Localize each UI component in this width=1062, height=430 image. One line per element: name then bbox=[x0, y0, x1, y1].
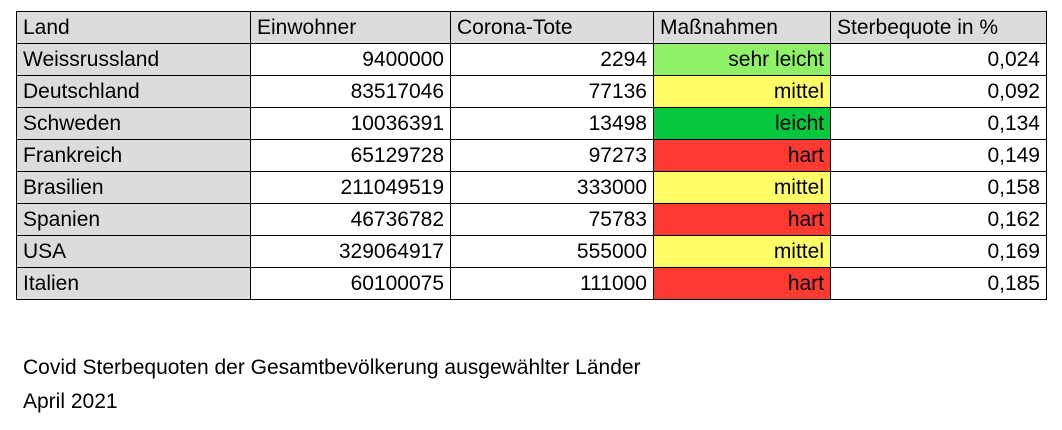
cell-land: Weissrussland bbox=[17, 44, 251, 76]
cell-einwohner: 9400000 bbox=[251, 44, 451, 76]
cell-einwohner: 83517046 bbox=[251, 76, 451, 108]
cell-einwohner: 211049519 bbox=[251, 172, 451, 204]
cell-sterbequote: 0,185 bbox=[831, 268, 1047, 300]
cell-sterbequote: 0,169 bbox=[831, 236, 1047, 268]
column-header-massnahmen: Maßnahmen bbox=[654, 12, 831, 44]
cell-sterbequote: 0,162 bbox=[831, 204, 1047, 236]
cell-corona-tote: 333000 bbox=[451, 172, 654, 204]
cell-massnahmen: hart bbox=[654, 140, 831, 172]
cell-corona-tote: 13498 bbox=[451, 108, 654, 140]
table-row bbox=[17, 108, 1047, 140]
column-header-sterbequote: Sterbequote in % bbox=[831, 12, 1047, 44]
cell-einwohner: 10036391 bbox=[251, 108, 451, 140]
table-row bbox=[17, 76, 1047, 108]
cell-land: Frankreich bbox=[17, 140, 251, 172]
table-row bbox=[17, 140, 1047, 172]
table-row bbox=[17, 172, 1047, 204]
cell-einwohner: 60100075 bbox=[251, 268, 451, 300]
column-header-corona-tote: Corona-Tote bbox=[451, 12, 654, 44]
table-row bbox=[17, 44, 1047, 76]
cell-corona-tote: 77136 bbox=[451, 76, 654, 108]
column-header-einwohner: Einwohner bbox=[251, 12, 451, 44]
cell-massnahmen: mittel bbox=[654, 236, 831, 268]
header-row bbox=[17, 12, 1047, 44]
cell-land: Spanien bbox=[17, 204, 251, 236]
cell-land: USA bbox=[17, 236, 251, 268]
table-row bbox=[17, 236, 1047, 268]
cell-massnahmen: sehr leicht bbox=[654, 44, 831, 76]
cell-corona-tote: 555000 bbox=[451, 236, 654, 268]
column-header-land: Land bbox=[17, 12, 251, 44]
cell-land: Deutschland bbox=[17, 76, 251, 108]
cell-corona-tote: 2294 bbox=[451, 44, 654, 76]
cell-massnahmen: mittel bbox=[654, 76, 831, 108]
cell-einwohner: 46736782 bbox=[251, 204, 451, 236]
cell-einwohner: 329064917 bbox=[251, 236, 451, 268]
caption-date: April 2021 bbox=[23, 390, 118, 413]
cell-corona-tote: 97273 bbox=[451, 140, 654, 172]
cell-land: Brasilien bbox=[17, 172, 251, 204]
cell-massnahmen: leicht bbox=[654, 108, 831, 140]
covid-table-container bbox=[16, 11, 1047, 300]
cell-sterbequote: 0,149 bbox=[831, 140, 1047, 172]
cell-einwohner: 65129728 bbox=[251, 140, 451, 172]
cell-massnahmen: hart bbox=[654, 204, 831, 236]
cell-sterbequote: 0,092 bbox=[831, 76, 1047, 108]
cell-corona-tote: 111000 bbox=[451, 268, 654, 300]
cell-sterbequote: 0,158 bbox=[831, 172, 1047, 204]
table-caption bbox=[23, 351, 641, 419]
cell-massnahmen: hart bbox=[654, 268, 831, 300]
cell-land: Italien bbox=[17, 268, 251, 300]
cell-land: Schweden bbox=[17, 108, 251, 140]
cell-sterbequote: 0,024 bbox=[831, 44, 1047, 76]
caption-title: Covid Sterbequoten der Gesamtbevölkerung ausgewählter Länder bbox=[23, 356, 641, 379]
table-row bbox=[17, 268, 1047, 300]
cell-sterbequote: 0,134 bbox=[831, 108, 1047, 140]
cell-massnahmen: mittel bbox=[654, 172, 831, 204]
table-row bbox=[17, 204, 1047, 236]
cell-corona-tote: 75783 bbox=[451, 204, 654, 236]
covid-death-rate-table bbox=[16, 11, 1047, 300]
